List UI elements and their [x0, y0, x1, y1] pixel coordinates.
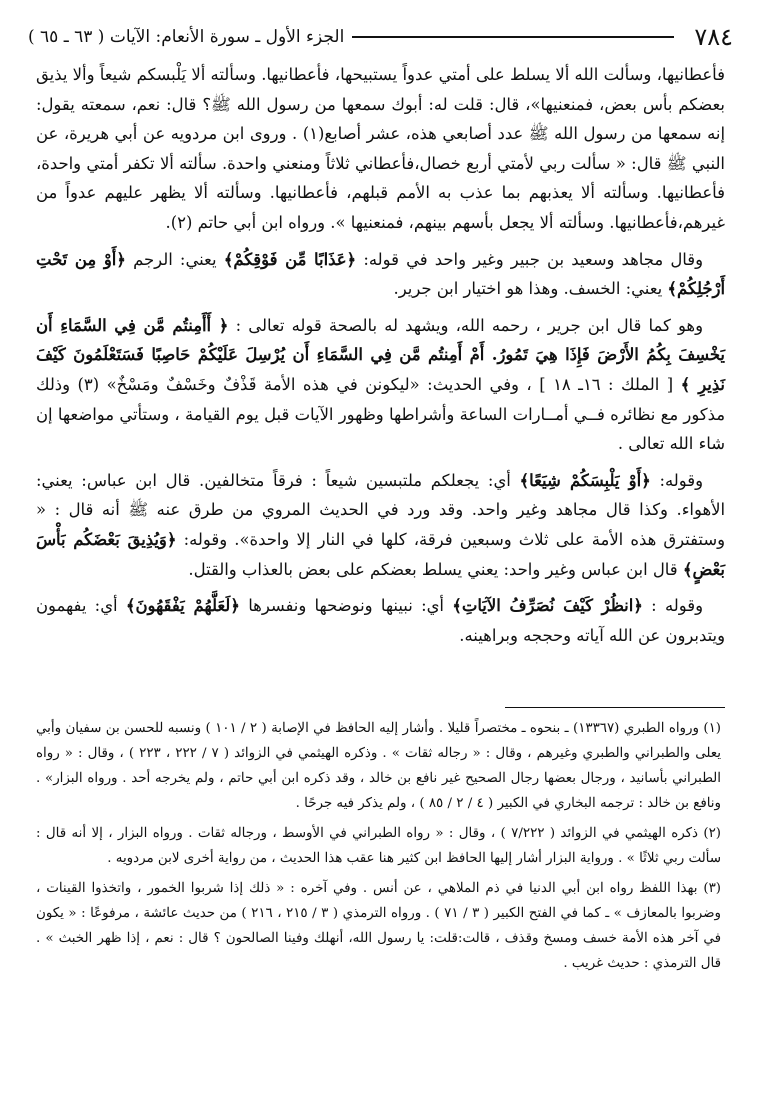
- running-title: الجزء الأول ـ سورة الأنعام: الآيات ( ٦٣ ـ ٦٥ ): [28, 27, 345, 47]
- text-run: وقال مجاهد وسعيد بن جبير وغير واحد في قوله:: [363, 249, 703, 269]
- quran-verse: ﴿لَعَلَّهُمْ يَفْقَهُونَ﴾: [125, 596, 240, 616]
- quran-verse: ﴿أَوْ يَلْبِسَكُمْ شِيَعًا﴾: [519, 470, 651, 490]
- quran-verse: ﴿أَوْ مِن تَحْتِ أَرْجُلِكُمْ﴾: [36, 249, 725, 299]
- paragraph-2: [36, 245, 725, 304]
- text-run: يعني: الخسف. وهذا هو اختيار ابن جرير.: [393, 279, 663, 299]
- quran-verse: ﴿عَذَابًا مِّن فَوْقِكُمْ﴾: [223, 249, 357, 269]
- text-run: قال ابن عباس وغير واحد: يعني يسلط بعضكم على بعض بالعذاب والقتل.: [188, 559, 678, 579]
- quran-verse: ﴿وَيُذِيقَ بَعْضَكُم بَأْسَ بَعْضٍ﴾: [36, 529, 725, 579]
- paragraph-4: [36, 466, 725, 584]
- text-run: [ الملك : ١٦ـ ١٨ ] ، وفي الحديث: «ليكونن في هذه الأمة قَذْفٌ وخَسْفٌ ومَسْخٌ» (٣) وذلك مذكور مع نظائره فــي أمــارات الساعة وأشراطها وظهور الآيات قبل يوم القيامة ، وستأتي مواضعها إن شاء الله تعالى .: [36, 374, 725, 454]
- footnotes: [36, 716, 721, 981]
- header-rule: [352, 36, 674, 38]
- main-text: [36, 60, 725, 657]
- text-run: أي: يفهمون ويتدبرون عن الله آياته وحججه وبراهينه.: [36, 596, 725, 645]
- text-run: أي: نبينها ونوضحها ونفسرها: [248, 596, 444, 616]
- text-run: يعني: الرجم: [133, 249, 217, 269]
- text-run: وقوله:: [659, 470, 703, 490]
- footnote-1: (١) ورواه الطبري (١٣٣٦٧) ـ بنحوه ـ مختصراً قليلا . وأشار إليه الحافظ في الإصابة ( ٢ / ١٠١ ) ونسبه للحسن بن سفيان وأبي يعلى والطبراني والطبري وغيرهم ، وقال : « رجاله ثقات » . وذكره الهيثمي في الزوائد ( ٧ / ٢٢٢ ، ٢٢٣ ) ، وقال : « رواه الطبراني بأسانيد ، ورجال بعضها رجال الصحيح غير نافع بن خالد ، وقد ذكره ابن أبي حاتم ، ولم يخرجه أحد . ورواه البزار» . ونافع بن خالد : ترجمه البخاري في الكبير ( ٤ / ٢ / ٨٥ ) ، ولم يذكر فيه جرحًا .: [36, 721, 721, 811]
- quran-verse: ﴿انظُرْ كَيْفَ نُصَرِّفُ الآيَاتِ﴾: [452, 596, 643, 616]
- text-run: وقوله :: [651, 596, 703, 616]
- paragraph-5: [36, 591, 725, 650]
- footnote-2: (٢) ذكره الهيثمي في الزوائد ( ٧/٢٢٢ ) ، وقال : « رواه الطبراني في الأوسط ، ورجاله ثقات . ورواه البزار ، إلا أنه قال : سألت ربي ثلاثًا » . ورواية البزار أشار إليها الحافظ ابن كثير هنا عقب هذا الحديث ، من رواية أخرى لابن مردويه .: [36, 826, 721, 866]
- footnote-separator: [505, 707, 725, 708]
- text-run: وهو كما قال ابن جرير ، رحمه الله، ويشهد له بالصحة قوله تعالى :: [235, 315, 703, 335]
- paragraph-1: فأعطانيها، وسألت الله ألا يسلط على أمتي عدواً يستبيحها، فأعطانيها. وسألته ألا يَلْبسكم شيعاً وألا يذيق بعضكم بأس بعض، فمنعنيها»، قال: قلت له: أبوك سمعها من رسول الله ﷺ؟ قال: نعم، سمعته يقول: إنه سمعها من رسول الله ﷺ عدد أصابعي هذه، عشر أصابع(١) . وروى ابن مردويه عن أبي هريرة، عن النبي ﷺ قال: « سألت ربي لأمتي أربع خصال،فأعطاني ثلاثاً ومنعني واحدة. سألته ألا تكفر أمتي واحدة، فأعطانيها. وسألته ألا يعذبهم بما عذب به الأمم قبلهم، فأعطانيها. وسألته ألا يظهر عليهم عدواً من غيرهم،فأعطانيها. وسألته ألا يجعل بأسهم بينهم، فمنعنيها ». ورواه ابن أبي حاتم (٢).: [36, 65, 725, 232]
- paragraph-3: [36, 311, 725, 459]
- page-number: ٧٨٤: [694, 23, 733, 51]
- text-run: أي: يجعلكم ملتبسين شيعاً : فرقاً متخالفين. قال ابن عباس: يعني: الأهواء. وكذا قال مجاهد وغير واحد. وقد ورد في الحديث المروي من طرق عنه ﷺ أنه قال : « وستفترق هذه الأمة على ثلاث وسبعين فرقة، كلها في النار إلا واحدة». وقوله:: [36, 470, 725, 549]
- footnote-3: (٣) بهذا اللفظ رواه ابن أبي الدنيا في ذم الملاهي ، عن أنس . وفي آخره : « ذلك إذا شربوا الخمور ، واتخذوا القينات ، وضربوا بالمعازف » ـ كما في الفتح الكبير ( ٣ / ٧١ ) . ورواه الترمذي ( ٣ / ٢١٥ ، ٢١٦ ) من حديث عائشة ، مرفوعًا : « يكون في آخر هذه الأمة خسف ومسخ وقذف ، قالت:قلت: يا رسول الله، أنهلك وفينا الصالحون ؟ قال : نعم ، إذا ظهر الخبث » . قال الترمذي : حديث غريب .: [36, 881, 721, 971]
- quran-verse: ﴿ أَأَمِنتُم مَّن فِي السَّمَاءِ أَن يَخْسِفَ بِكُمُ الأَرْضَ فَإِذَا هِيَ تَمُورُ. أَمْ أَمِنتُم مَّن فِي السَّمَاءِ أَن يُرْسِلَ عَلَيْكُمْ حَاصِبًا فَسَتَعْلَمُونَ كَيْفَ نَذِيرِ ﴾: [36, 315, 725, 394]
- page-header: [28, 22, 733, 52]
